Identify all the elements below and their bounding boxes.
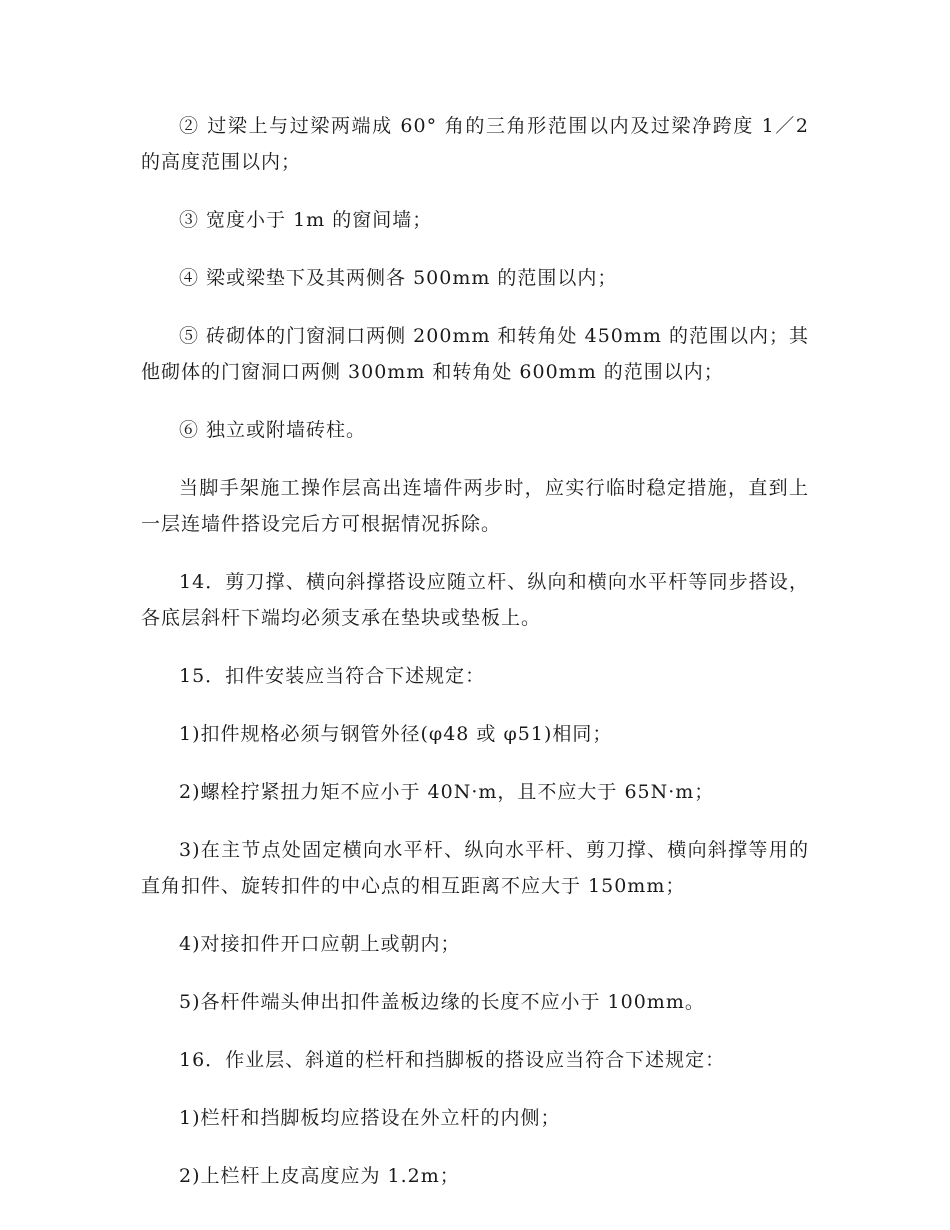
paragraph-door-window-openings: ⑤ 砖砌体的门窗洞口两侧 200mm 和转角处 450mm 的范围以内；其他砌体的门窗洞口两侧 300mm 和转角处 600mm 的范围以内；	[141, 325, 809, 383]
document-body	[141, 108, 809, 1216]
paragraph-item-16: 16．作业层、斜道的栏杆和挡脚板的搭设应当符合下述规定：	[179, 1049, 726, 1071]
paragraph-lintel-triangle: ② 过梁上与过梁两端成 60° 角的三角形范围以内及过梁净跨度 1／2 的高度范围以内；	[141, 115, 809, 173]
paragraph-item-16-1: 1)栏杆和挡脚板均应搭设在外立杆的内侧；	[179, 1107, 561, 1129]
paragraph-brick-column: ⑥ 独立或附墙砖柱。	[179, 419, 367, 441]
paragraph-beam-pad: ④ 梁或梁垫下及其两侧各 500mm 的范围以内；	[179, 267, 618, 289]
paragraph-item-15-4: 4)对接扣件开口应朝上或朝内；	[179, 933, 461, 955]
paragraph-window-pier: ③ 宽度小于 1m 的窗间墙；	[179, 209, 433, 231]
paragraph-temporary-stability: 当脚手架施工操作层高出连墙件两步时，应实行临时稳定措施，直到上一层连墙件搭设完后方可根据情况拆除。	[141, 477, 809, 535]
paragraph-item-14: 14．剪刀撑、横向斜撑搭设应随立杆、纵向和横向水平杆等同步搭设，各底层斜杆下端均必须支承在垫块或垫板上。	[141, 571, 809, 629]
paragraph-item-15-1: 1)扣件规格必须与钢管外径(φ48 或 φ51)相同；	[179, 723, 613, 745]
paragraph-item-15: 15．扣件安装应当符合下述规定：	[179, 665, 486, 687]
paragraph-item-15-5: 5)各杆件端头伸出扣件盖板边缘的长度不应小于 100mm。	[179, 991, 705, 1013]
paragraph-item-15-3: 3)在主节点处固定横向水平杆、纵向水平杆、剪刀撑、横向斜撑等用的直角扣件、旋转扣件的中心点的相互距离不应大于 150mm；	[141, 839, 809, 897]
paragraph-item-16-2: 2)上栏杆上皮高度应为 1.2m；	[179, 1165, 460, 1187]
paragraph-item-15-2: 2)螺栓拧紧扭力矩不应小于 40N·m，且不应大于 65N·m；	[179, 781, 715, 803]
